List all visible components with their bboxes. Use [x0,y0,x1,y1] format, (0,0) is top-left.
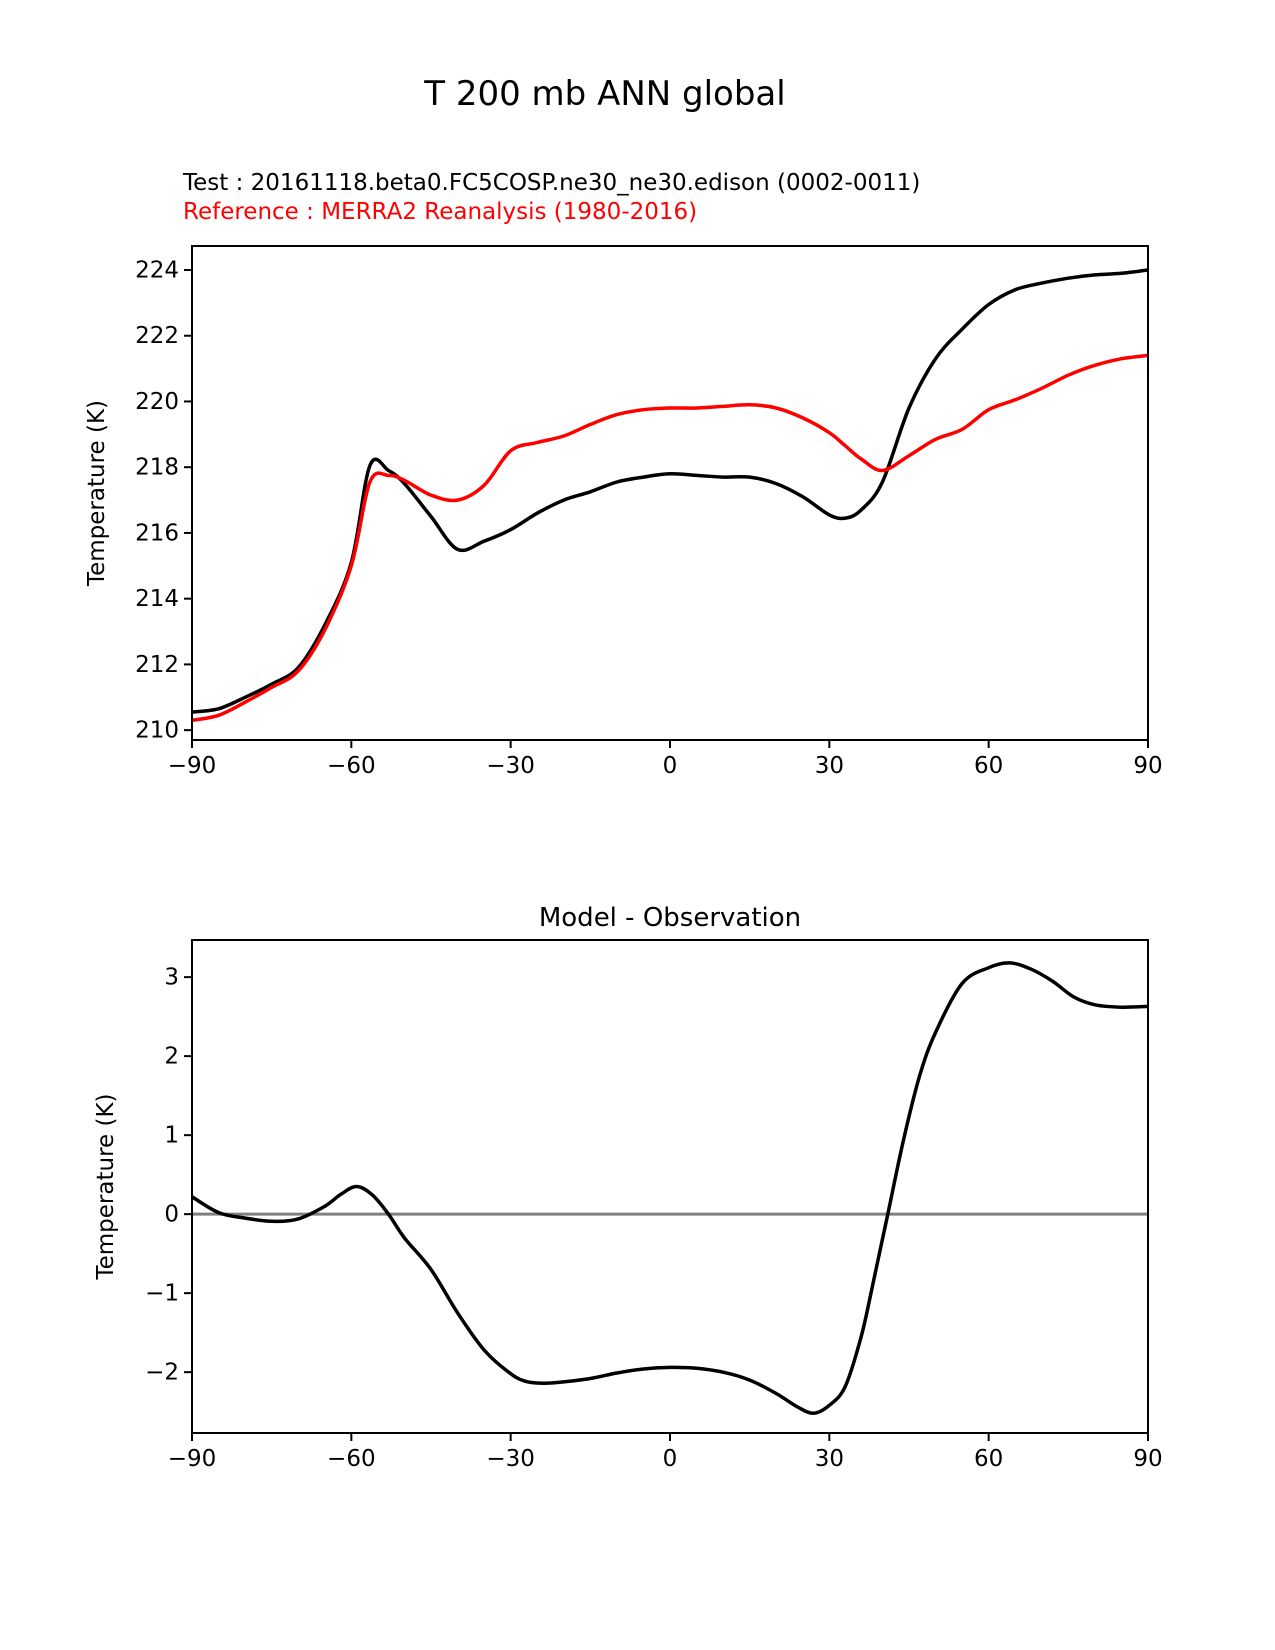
y-tick-label: −1 [145,1280,179,1307]
y-tick-label: 1 [164,1122,179,1149]
x-tick-label: 90 [1133,753,1163,779]
y-tick-label: 214 [135,586,179,613]
x-tick-label: 30 [814,1446,844,1472]
top-chart [84,246,1163,779]
x-tick-label: −60 [327,1446,376,1472]
y-tick-label: 220 [135,388,179,415]
x-tick-label: −30 [486,1446,535,1472]
x-tick-label: −60 [327,753,376,779]
y-tick-label: 212 [135,651,179,678]
plot-frame [192,940,1148,1433]
y-axis-label: Temperature (K) [84,399,110,587]
page-title: T 200 mb ANN global [424,74,786,114]
y-tick-label: −2 [145,1359,179,1386]
plot-frame [192,246,1148,740]
reference-curve [192,355,1148,720]
y-axis-label: Temperature (K) [93,1093,119,1280]
x-tick-label: 60 [974,1446,1004,1472]
x-tick-label: 90 [1133,1446,1163,1472]
x-tick-label: 30 [814,753,844,779]
y-tick-label: 224 [135,257,179,284]
difference-curve [192,963,1148,1413]
y-tick-label: 222 [135,323,179,350]
x-tick-label: −90 [167,1446,217,1472]
y-tick-label: 218 [135,454,179,481]
y-tick-label: 0 [164,1201,179,1228]
y-tick-label: 3 [164,964,179,991]
chart-title: Model - Observation [538,903,802,933]
x-tick-label: 0 [662,753,678,779]
y-tick-label: 210 [135,717,179,744]
x-tick-label: −30 [486,753,535,779]
y-tick-label: 216 [135,520,179,547]
subtitle-test: Test : 20161118.beta0.FC5COSP.ne30_ne30.edison (0002-0011) [183,170,921,196]
y-tick-label: 2 [164,1043,179,1070]
x-tick-label: −90 [167,753,217,779]
subtitle-reference: Reference : MERRA2 Reanalysis (1980-2016) [183,199,698,225]
bottom-chart [93,903,1163,1472]
x-tick-label: 0 [662,1446,678,1472]
test-curve [192,270,1148,712]
x-tick-label: 60 [974,753,1004,779]
